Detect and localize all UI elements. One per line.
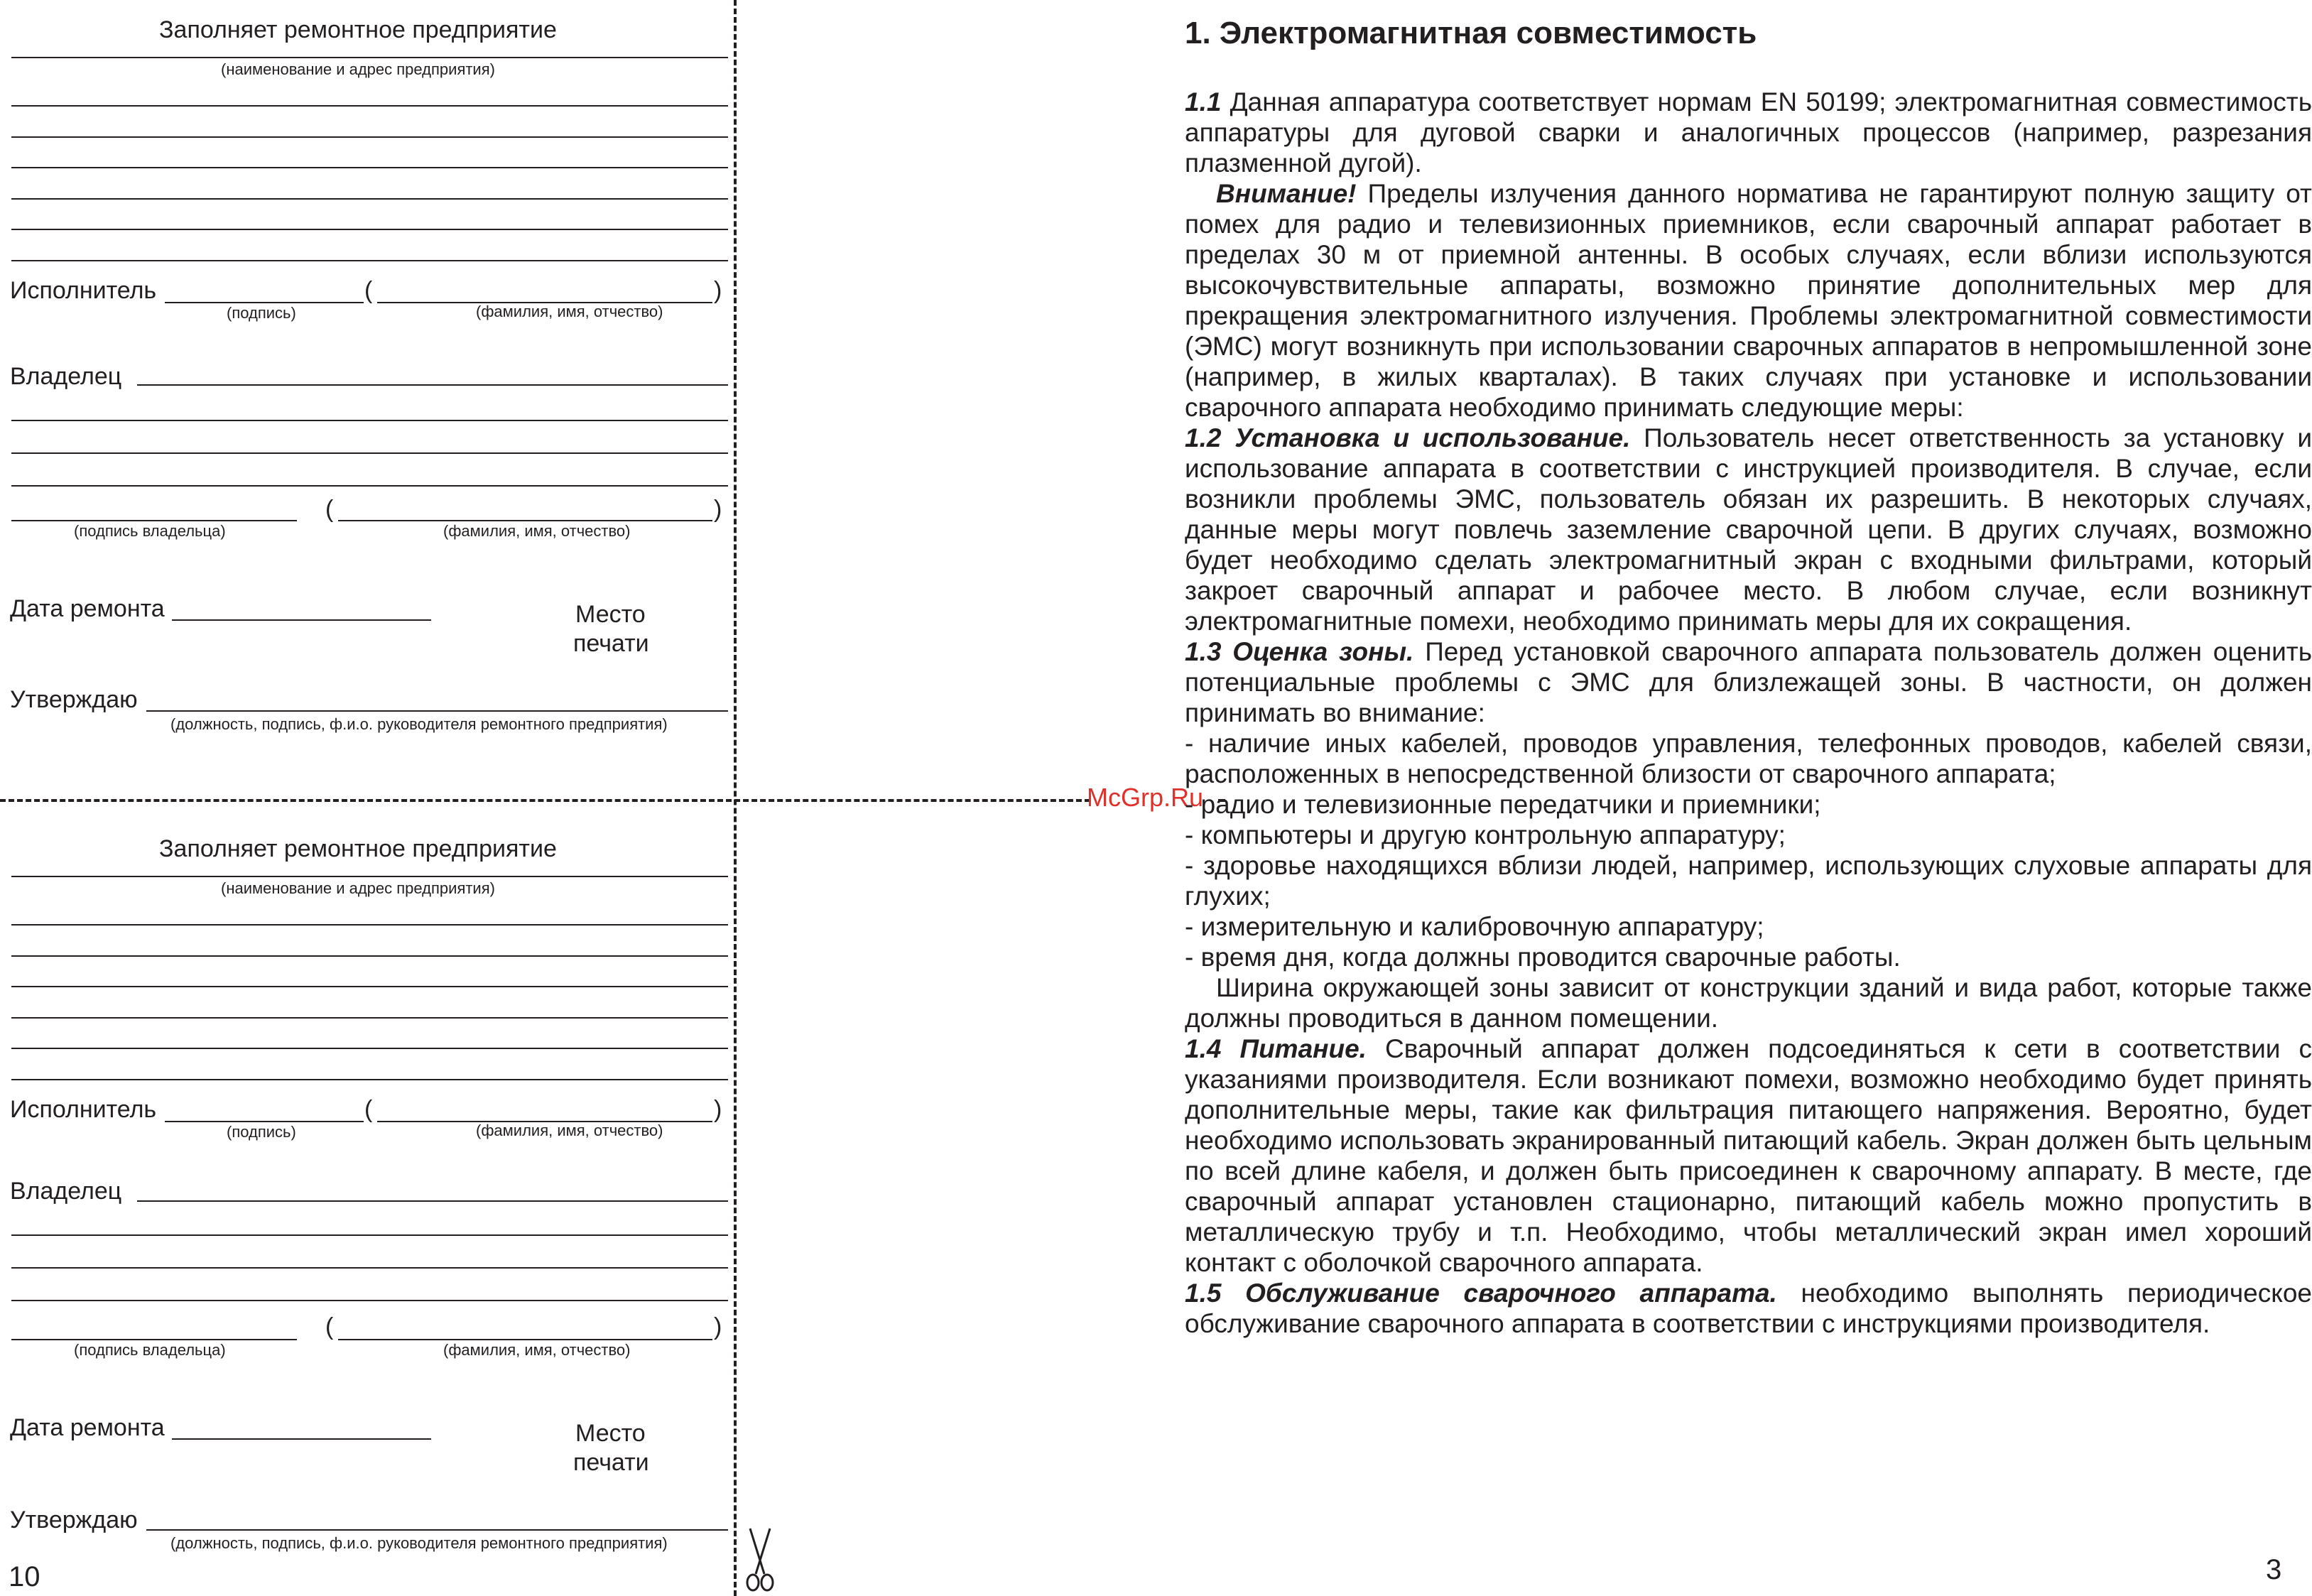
horizontal-cut-line <box>0 799 1090 802</box>
form-line <box>11 1079 728 1080</box>
article-body <box>1185 87 2312 1339</box>
approve-label: Утверждаю <box>10 1507 138 1533</box>
list-item: - наличие иных кабелей, проводов управления, телефонных проводов, кабелей связи, расположенных в непосредственной близости от сварочного аппарата; <box>1185 729 2312 788</box>
warning-label: Внимание! <box>1216 179 1357 208</box>
repair-date-label: Дата ремонта <box>10 1414 165 1441</box>
form-line <box>11 229 728 230</box>
repair-date-label: Дата ремонта <box>10 595 165 622</box>
stamp-label-line2: печати <box>573 1449 649 1476</box>
form-line <box>11 105 728 107</box>
list-item: - здоровье находящихся вблизи людей, например, использующих слуховые аппараты для глухих; <box>1185 851 2312 911</box>
paren-open: ( <box>364 1096 373 1123</box>
section-heading: 1.2 Установка и использование. <box>1185 423 1631 452</box>
paren-close: ) <box>714 1096 722 1123</box>
form-line <box>11 260 728 261</box>
approve-line <box>146 710 728 712</box>
repair-date-line <box>172 1438 431 1440</box>
list-item: - компьютеры и другую контрольную аппаратуру; <box>1185 820 1786 849</box>
section-number: 1.1 <box>1185 87 1222 116</box>
executor-signature-line <box>165 302 364 303</box>
form-line <box>11 1267 728 1269</box>
approve-line <box>146 1529 728 1531</box>
paren-close: ) <box>714 1313 722 1340</box>
fio-caption: (фамилия, имя, отчество) <box>476 1122 663 1139</box>
repair-form-top <box>0 0 732 796</box>
approve-caption: (должность, подпись, ф.и.о. руководителя ремонтного предприятия) <box>170 715 668 733</box>
fio-caption: (фамилия, имя, отчество) <box>443 522 631 540</box>
paragraph-1-5: 1.5 Обслуживание сварочного аппарата. необходимо выполнять периодическое обслуживание сварочного аппарата в соответствии с инструкциями производителя. <box>1185 1279 2312 1338</box>
repair-form-bottom <box>0 819 732 1593</box>
fio-caption: (фамилия, имя, отчество) <box>476 303 663 320</box>
list-item: - измерительную и калибровочную аппаратуру; <box>1185 912 1764 941</box>
form-line <box>11 1048 728 1049</box>
paragraph-1-4: 1.4 Питание. Сварочный аппарат должен подсоединяться к сети в соответствии с указаниями производителя. Если возникают помехи, возможно необходимо будет принять дополнительные меры, такие как фильтрация питающего напряжения. Вероятно, будет необходимо использовать экранированный питающий кабель. Экран должен быть цельным по всей длине кабеля, и должен быть присоединен к сварочному аппарату. В месте, где сварочный аппарат установлен стационарно, питающий кабель можно пропустить в металлическую трубу и т.п. Необходимо, чтобы металлический экран имел хороший контакт с оболочкой сварочного аппарата. <box>1185 1034 2312 1277</box>
repair-date-line <box>172 619 431 621</box>
form-line <box>11 452 728 454</box>
stamp-label-line2: печати <box>573 630 649 657</box>
form-line <box>11 167 728 168</box>
form-line <box>11 136 728 138</box>
form-line <box>11 1017 728 1019</box>
signature-caption: (подпись) <box>227 1123 296 1141</box>
stamp-label-line1: Место <box>575 601 646 628</box>
fio-caption: (фамилия, имя, отчество) <box>443 1341 631 1359</box>
enterprise-line <box>11 57 728 58</box>
paren-close: ) <box>714 277 722 304</box>
enterprise-line <box>11 876 728 877</box>
form-line <box>11 198 728 200</box>
form-header: Заполняет ремонтное предприятие <box>159 835 557 862</box>
owner-signature-line <box>11 1339 297 1340</box>
form-line <box>11 420 728 421</box>
vertical-cut-line <box>734 0 737 1596</box>
approve-label: Утверждаю <box>10 686 138 713</box>
owner-signature-caption: (подпись владельца) <box>74 522 226 540</box>
article <box>1185 0 2312 1596</box>
list-item: - радио и телевизионные передатчики и приемники; <box>1185 790 1821 819</box>
list-item: - время дня, когда должны проводится сварочные работы. <box>1185 943 1901 972</box>
article-title: 1. Электромагнитная совместимость <box>1185 16 1757 50</box>
form-line <box>11 485 728 487</box>
section-heading: 1.5 Обслуживание сварочного аппарата. <box>1185 1279 1777 1308</box>
owner-fio-line <box>338 520 712 521</box>
paragraph-1-1: 1.1 Данная аппаратура соответствует нормам EN 50199; электромагнитная совместимость аппаратуры для дуговой сварки и аналогичных процессов (например, разрезания плазменной дугой). <box>1185 87 2312 178</box>
owner-label: Владелец <box>10 1178 122 1205</box>
executor-label: Исполнитель <box>10 277 157 304</box>
section-heading: 1.4 Питание. <box>1185 1034 1367 1063</box>
paren-close: ) <box>714 496 722 523</box>
owner-line <box>137 1200 728 1202</box>
paragraph-warning: Внимание! Пределы излучения данного норматива не гарантируют полную защиту от помех для радио и телевизионных приемников, если сварочный аппарат работает в пределах 30 м от приемной антенны. В особых случаях, если вблизи используются высокочувствительные аппараты, возможно принятие дополнительных мер для прекращения электромагнитного излучения. Проблемы электромагнитной совместимости (ЭМС) могут возникнуть при использовании сварочных аппаратов в непромышленной зоне (например, в жилых кварталах). В таких случаях при установке и использовании сварочного аппарата необходимо принимать следующие меры: <box>1185 179 2312 422</box>
owner-signature-line <box>11 520 297 521</box>
owner-signature-caption: (подпись владельца) <box>74 1341 226 1359</box>
form-line <box>11 1300 728 1301</box>
owner-label: Владелец <box>10 363 122 390</box>
paragraph-1-3: 1.3 Оценка зоны. Перед установкой сварочного аппарата пользователь должен оценить потенциальные проблемы с ЭМС для близлежащей зоны. В частности, он должен принимать во внимание: <box>1185 637 2312 727</box>
form-line <box>11 986 728 987</box>
form-line <box>11 1234 728 1236</box>
paren-open: ( <box>325 1313 334 1340</box>
executor-label: Исполнитель <box>10 1096 157 1123</box>
form-header: Заполняет ремонтное предприятие <box>159 16 557 43</box>
section-heading: 1.3 Оценка зоны. <box>1185 637 1414 666</box>
scissors-icon <box>743 1527 777 1592</box>
page-number-left: 10 <box>9 1561 40 1592</box>
stamp-label-line1: Место <box>575 1420 646 1447</box>
form-line <box>11 955 728 957</box>
watermark: McGrp.Ru <box>1087 783 1204 812</box>
owner-line <box>137 384 728 386</box>
approve-caption: (должность, подпись, ф.и.о. руководителя ремонтного предприятия) <box>170 1534 668 1552</box>
paren-open: ( <box>325 496 334 523</box>
paragraph-1-2: 1.2 Установка и использование. Пользователь несет ответственность за установку и использование аппарата в соответствии с инструкцией производителя. В случае, если возникли проблемы ЭМС, пользователь обязан их разрешить. В некоторых случаях, данные меры могут повлечь заземление сварочной цепи. В других случаях, возможно будет необходимо сделать электромагнитный экран с входными фильтрами, который закроет сварочный аппарат и рабочее место. В любом случае, если возникнут электромагнитные помехи, необходимо принимать меры для их сокращения. <box>1185 423 2312 636</box>
paragraph-zone-width: Ширина окружающей зоны зависит от конструкции зданий и вида работ, которые также должны проводиться в данном помещении. <box>1185 973 2312 1033</box>
paren-open: ( <box>364 277 373 304</box>
executor-signature-line <box>165 1121 364 1122</box>
enterprise-caption: (наименование и адрес предприятия) <box>221 60 495 78</box>
form-line <box>11 924 728 925</box>
enterprise-caption: (наименование и адрес предприятия) <box>221 879 495 897</box>
owner-fio-line <box>338 1339 712 1340</box>
signature-caption: (подпись) <box>227 304 296 322</box>
page-number-right: 3 <box>2266 1554 2282 1585</box>
